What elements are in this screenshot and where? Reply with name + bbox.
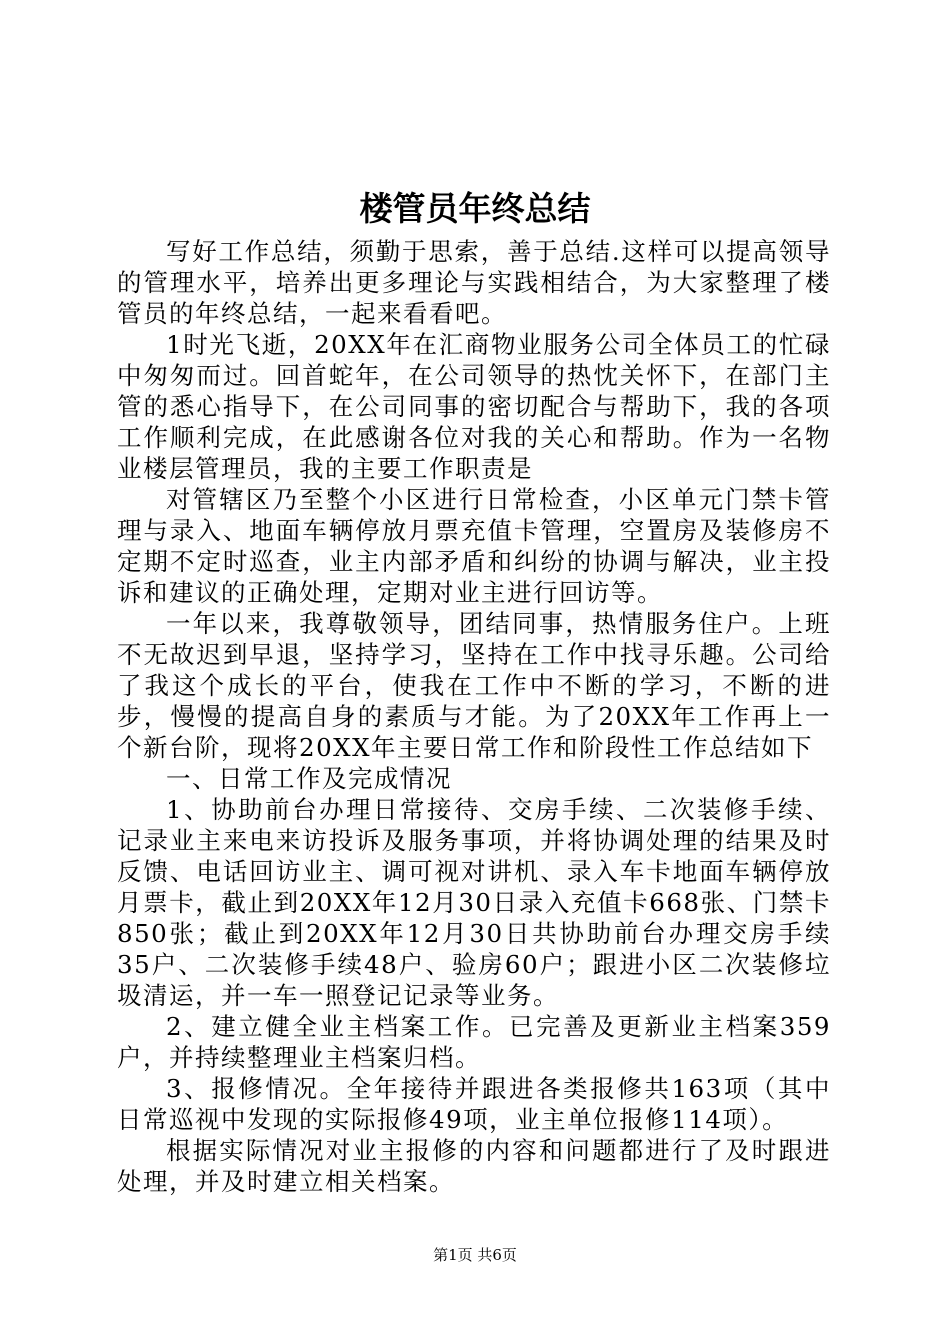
document-body bbox=[117, 236, 831, 1197]
page-number-footer: 第1页 共6页 bbox=[433, 1246, 517, 1264]
paragraph-item-1: 1、协助前台办理日常接待、交房手续、二次装修手续、记录业主来电来访投诉及服务事项，并将协调处理的结果及时反馈、电话回访业主、调可视对讲机、录入车卡地面车辆停放月票卡，截止到20XX年12月30日录入充值卡668张、门禁卡850张；截止到20XX年12月30日共协助前台办理交房手续35户、二次装修手续48户、验房60户；跟进小区二次装修垃圾清运，并一车一照登记记录等业务。 bbox=[117, 795, 831, 1010]
paragraph-review: 1时光飞逝，20XX年在汇商物业服务公司全体员工的忙碌中匆匆而过。回首蛇年，在公司领导的热忱关怀下，在部门主管的悉心指导下，在公司同事的密切配合与帮助下，我的各项工作顺利完成，在此感谢各位对我的关心和帮助。作为一名物业楼层管理员，我的主要工作职责是 bbox=[117, 330, 831, 483]
paragraph-followup: 根据实际情况对业主报修的内容和问题都进行了及时跟进处理，并及时建立相关档案。 bbox=[117, 1136, 831, 1196]
section-heading-daily-work: 一、日常工作及完成情况 bbox=[166, 764, 452, 793]
paragraph-intro: 写好工作总结，须勤于思索，善于总结.这样可以提高领导的管理水平，培养出更多理论与实践相结合，为大家整理了楼管员的年终总结，一起来看看吧。 bbox=[117, 237, 831, 328]
paragraph-item-3: 3、报修情况。全年接待并跟进各类报修共163项（其中日常巡视中发现的实际报修49项，业主单位报修114项）。 bbox=[117, 1074, 831, 1134]
document-title: 楼管员年终总结 bbox=[359, 189, 591, 228]
paragraph-attitude: 一年以来，我尊敬领导，团结同事，热情服务住户。上班不无故迟到早退，坚持学习，坚持在工作中找寻乐趣。公司给了我这个成长的平台，使我在工作中不断的学习，不断的进步，慢慢的提高自身的素质与才能。为了20XX年工作再上一个新台阶，现将20XX年主要日常工作和阶段性工作总结如下 bbox=[117, 609, 831, 762]
paragraph-duties: 对管辖区乃至整个小区进行日常检查，小区单元门禁卡管理与录入、地面车辆停放月票充值卡管理，空置房及装修房不定期不定时巡查，业主内部矛盾和纠纷的协调与解决，业主投诉和建议的正确处理，定期对业主进行回访等。 bbox=[117, 485, 831, 607]
paragraph-item-2: 2、建立健全业主档案工作。已完善及更新业主档案359户，并持续整理业主档案归档。 bbox=[117, 1012, 831, 1072]
